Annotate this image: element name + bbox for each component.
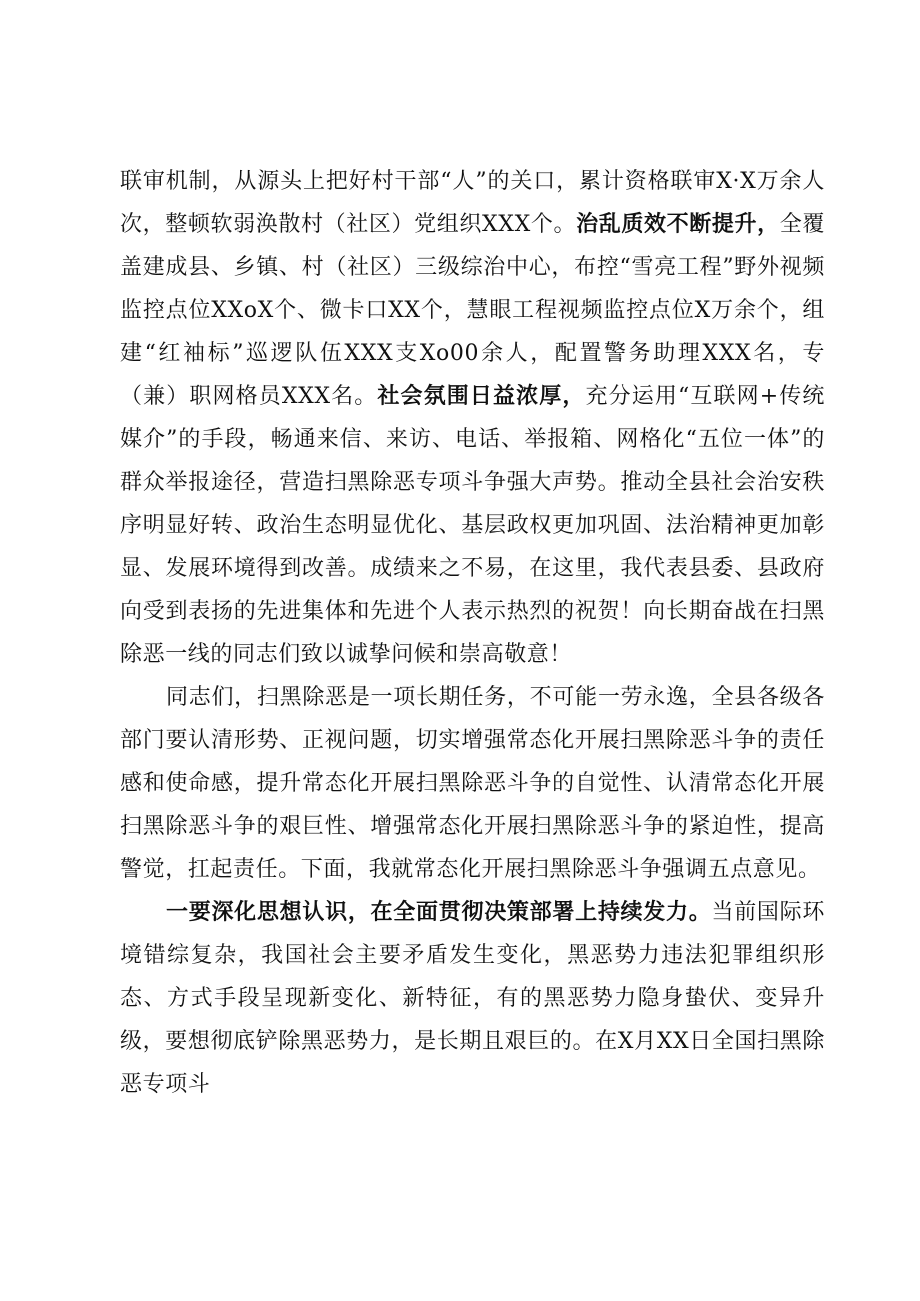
text-run: 充分运用“互联网+传统媒介”的手段，畅通来信、来访、电话、举报箱、网格化“五位一体”的群众举报途径，营造扫黑除恶专项斗争强大声势。推动全县社会治安秩序明显好转、政治生态明显优化、基层政权更加巩固、法治精神更加彰显、发展环境得到改善。成绩来之不易，在这里，我代表县委、县政府向受到表扬的先进集体和先进个人表示热烈的祝贺！向长期奋战在扫黑除恶一线的同志们致以诚挚问候和崇高敬意！ — [120, 384, 826, 667]
bold-heading-run: 社会氛围日益浓厚， — [377, 384, 586, 409]
document-body — [120, 160, 825, 1106]
paragraph-3 — [120, 891, 825, 1106]
text-run: 当前国际环境错综复杂，我国社会主要矛盾发生变化，黑恶势力违法犯罪组织形态、方式手段呈现新变化、新特征，有的黑恶势力隐身蛰伏、变异升级，要想彻底铲除黑恶势力，是长期且艰巨的。在X月XX日全国扫黑除恶专项斗 — [120, 900, 825, 1097]
text-run: 全覆盖建成县、乡镇、村（社区）三级综治中心，布控“雪亮工程”野外视频监控点位XXoX个、微卡口XX个，慧眼工程视频监控点位X万余个，组建“红袖标”巡逻队伍XXX支Xo00余人，配置警务助理XXX名，专（兼）职网格员XXX名。 — [120, 212, 825, 409]
bold-heading-run: 治乱质效不断提升， — [576, 212, 780, 237]
text-run: 联审机制，从源头上把好村干部“人”的关口，累计资格联审X·X万余人次，整顿软弱涣散村（社区）党组织XXX个。 — [120, 169, 825, 237]
text-run: 同志们，扫黑除恶是一项长期任务，不可能一劳永逸，全县各级各部门要认清形势、正视问题，切实增强常态化开展扫黑除恶斗争的责任感和使命感，提升常态化开展扫黑除恶斗争的自觉性、认清常态化开展扫黑除恶斗争的艰巨性、增强常态化开展扫黑除恶斗争的紧迫性，提高警觉，扛起责任。下面，我就常态化开展扫黑除恶斗争强调五点意见。 — [120, 685, 825, 882]
paragraph-1 — [120, 160, 825, 676]
bold-heading-run: 一要深化思想认识，在全面贯彻决策部署上持续发力。 — [166, 900, 712, 925]
paragraph-2 — [120, 676, 825, 891]
